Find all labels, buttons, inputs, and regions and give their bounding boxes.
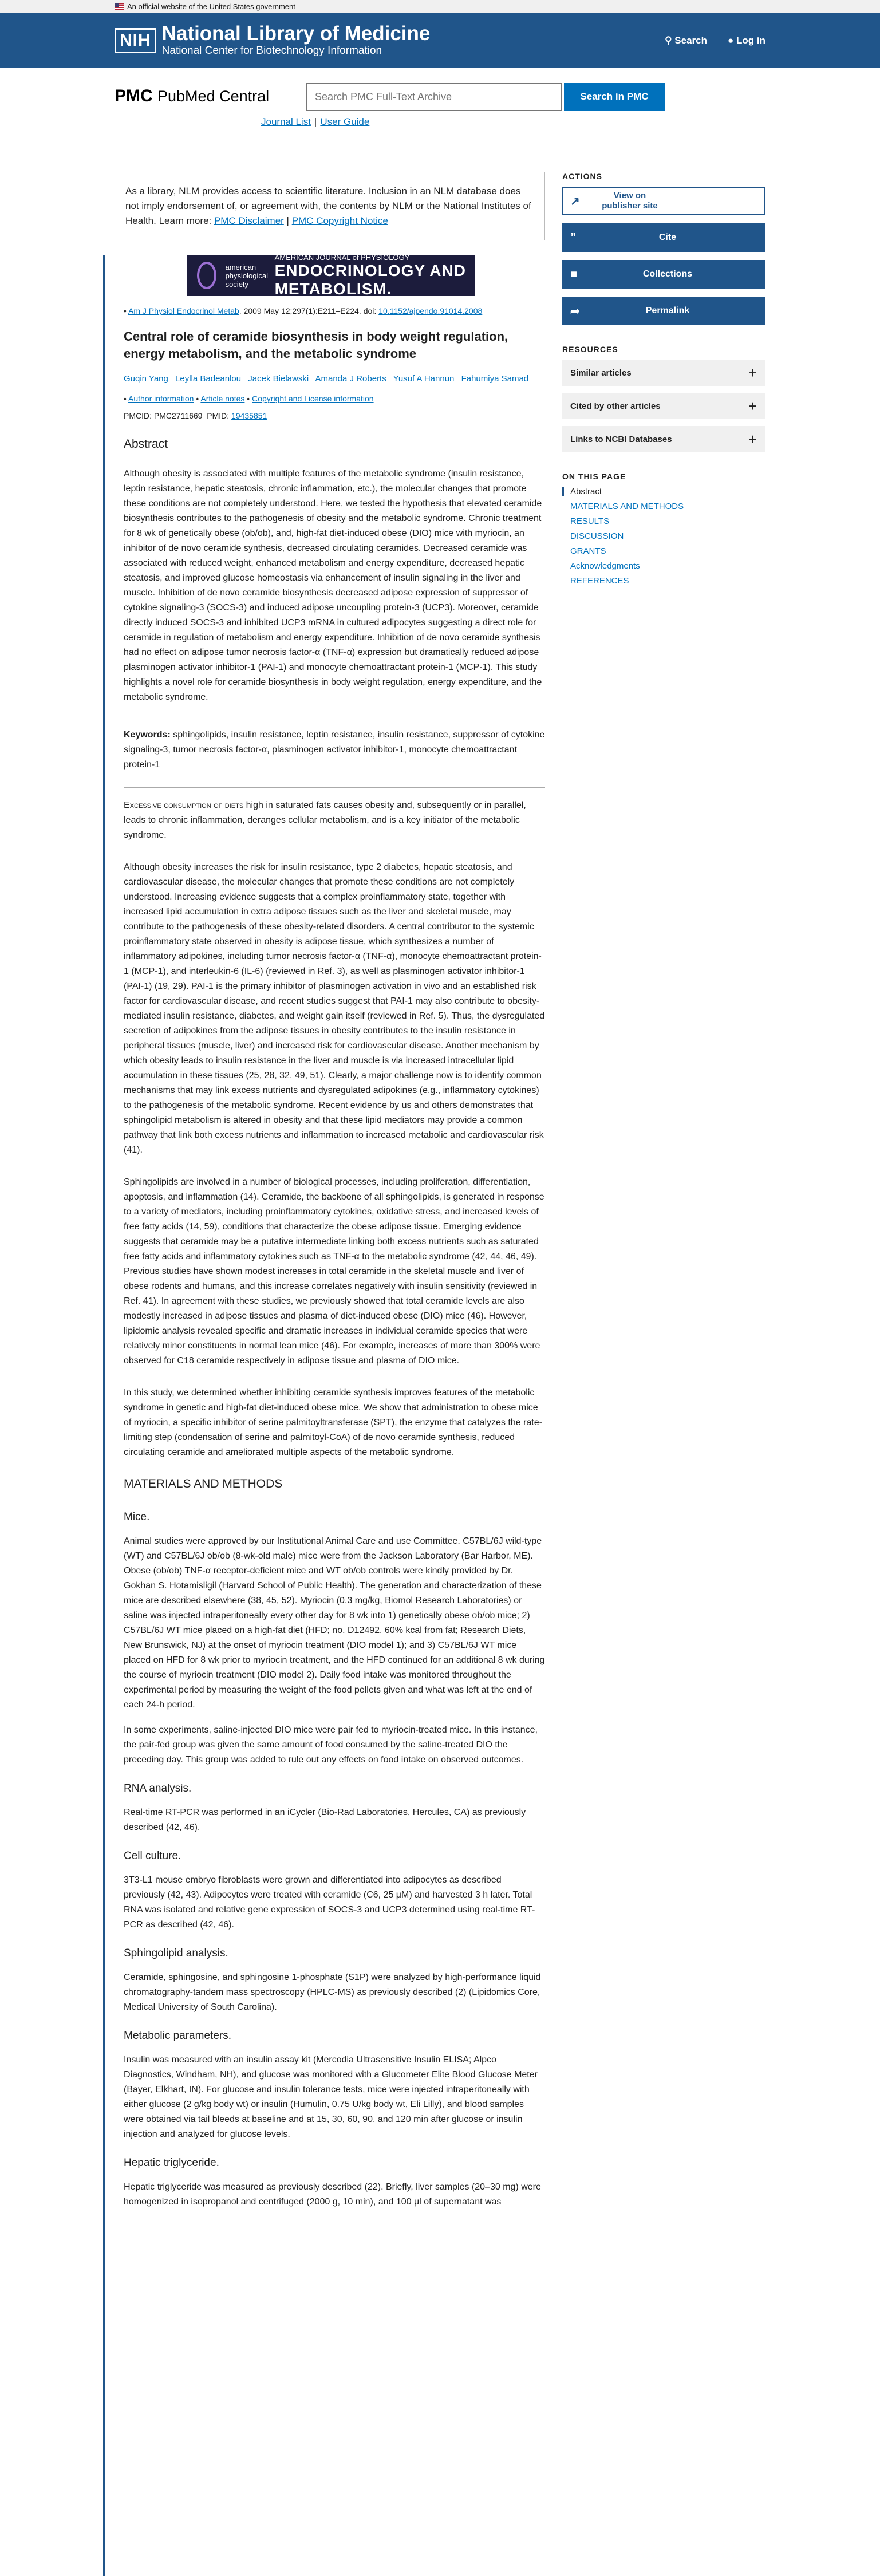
- permalink-button[interactable]: [562, 297, 765, 325]
- intro-paragraph: [124, 798, 545, 843]
- collections-label: Collections: [642, 269, 693, 279]
- similar-articles-accordion[interactable]: [562, 360, 765, 386]
- ncbi-links-label: Links to NCBI Databases: [570, 434, 672, 444]
- external-link-icon: ↗: [570, 195, 580, 208]
- intro-paragraph: In this study, we determined whether inhibiting ceramide synthesis improves features of the metabolic syndrome in genetic and high-fat diet-induced obese mice. We show that administration to obese mice of myriocin, a specific inhibitor of serine palmitoyltransferase (SPT), the enzyme that catalyzes the rate-limiting step (condensation of serine and palmitoyl-CoA) of de novo ceramide synthesis, reduced circulating ceramide and ameliorated multiple aspects of the metabolic syndrome.: [124, 1388, 542, 1457]
- abstract-text: Although obesity is associated with multiple features of the metabolic syndrome (insulin resistance, leptin resistance, hepatic steatosis, chronic inflammation, etc.), the molecular changes that promote these conditions are not completely understood. Here, we tested the hypothesis that elevated ceramide biosynthesis contributes to the pathogenesis of obesity and the metabolic syndrome. Chronic treatment for 8 wk of genetically obese (ob/ob), and, high-fat diet-induced obese (DIO) mice with myriocin, an inhibitor of de novo ceramide synthesis, decreased circulating ceramides. Decreased ceramide was associated with reduced weight, enhanced metabolism and energy expenditure, decreased hepatic steatosis, and improved glucose homeostasis via enhancement of insulin signaling in the liver and muscle. Inhibition of de novo ceramide biosynthesis decreased adipose expression of suppressor of cytokine signaling-3 (SOCS-3) and induced adipose uncoupling protein-3 (UCP3). Moreover, ceramide directly induced SOCS-3 and inhibited UCP3 mRNA in cultured adipocytes suggesting a direct role for ceramide in regulation of metabolism and energy expenditure. Inhibition of de novo ceramide synthesis had no effect on adipose tumor necrosis factor-α (TNF-α) expression but dramatically reduced adipose plasminogen activator inhibitor-1 (PAI-1) and monocyte chemoattractant protein-1 (MCP-1). This study highlights a novel role for ceramide biosynthesis in body weight regulation, energy expenditure, and the metabolic syndrome.: [124, 469, 542, 702]
- on-this-page-heading: ON THIS PAGE: [562, 472, 626, 481]
- author-link[interactable]: Fahumiya Samad: [461, 374, 529, 384]
- sidebar: [562, 172, 765, 591]
- cited-by-accordion[interactable]: [562, 393, 765, 419]
- rna-heading: RNA analysis.: [124, 1782, 192, 1794]
- methods-paragraph: In some experiments, saline-injected DIO mice were pair fed to myriocin-treated mice. In this instance, the pair-fed group was given the same amount of food consumed by the saline-treated DIO the preceding day. This group was added to rule out any effects on food intake on observed outcomes.: [124, 1725, 538, 1765]
- nlm-title-block[interactable]: [162, 23, 431, 57]
- pmc-logo-sub: PubMed Central: [157, 88, 270, 105]
- intro-paragraph: Sphingolipids are involved in a number of biological processes, including proliferation, differentiation, apoptosis, and inflammation (14). Ceramide, the backbone of all sphingolipids, is generated in response to a variety of mediators, including proinflammatory cytokines, oxidative stress, and increased levels of free fatty acids (14, 59), conditions that characterize the obese adipose tissue. Emerging evidence suggests that ceramide may be a putative intermediate linking both excess nutrients such as saturated free fatty acids and inflammatory cytokines such as TNF-α to the metabolic syndrome (42, 44, 46, 49). Previous studies have shown modest increases in total ceramide in the skeletal muscle and liver of obese rodents and humans, and this increase correlates negatively with insulin sensitivity (reviewed in Ref. 41). In agreement with these studies, we previously showed that total ceramide levels are also modestly increased in adipose tissues and plasma of diet-induced obese (DIO) mice (46). However, lipidomic analysis revealed specific and dramatic increases in individual ceramide species that were relatively minor constituents in normal lean mice (46). For example, increases of more than 300% were observed for C18 ceramide respectively in adipose tissue and plasma of DIO mice.: [124, 1177, 544, 1366]
- aps-logo-icon: [197, 262, 216, 289]
- doi-link[interactable]: 10.1152/ajpendo.91014.2008: [378, 306, 483, 315]
- citation-line: [124, 306, 545, 315]
- author-link[interactable]: Jacek Bielawski: [248, 374, 309, 384]
- toc-item-discussion[interactable]: DISCUSSION: [570, 531, 624, 541]
- journal-big: ENDOCRINOLOGY AND METABOLISM.: [274, 261, 466, 298]
- us-flag-icon: [115, 3, 124, 10]
- header-search-label: Search: [674, 34, 707, 46]
- gov-banner: [0, 0, 880, 13]
- bullet-icon: •: [124, 306, 129, 315]
- author-list: [124, 374, 545, 384]
- toc-item-acknowledgments[interactable]: Acknowledgments: [570, 561, 640, 571]
- pmcid: PMCID: PMC2711669: [124, 411, 203, 420]
- journal-name: [275, 253, 475, 298]
- header-search-button[interactable]: [665, 35, 707, 46]
- login-button[interactable]: [728, 35, 765, 46]
- article-info-links: [124, 394, 545, 403]
- methods-heading: MATERIALS AND METHODS: [124, 1477, 545, 1496]
- copyright-link[interactable]: Copyright and License information: [252, 394, 374, 403]
- methods-paragraph: Animal studies were approved by our Institutional Animal Care and use Committee. C57BL/6J wild-type (WT) and C57BL/6J ob/ob (8-wk-old male) mice were from the Jackson Laboratory (Bar Harbor, ME). Obese (ob/ob) TNF-α receptor-deficient mice and WT ob/ob controls were kindly provided by Dr. Gokhan S. Hotamisligil (Harvard School of Public Health). The generation and characterization of these mice are described elsewhere (38, 45, 52). Myriocin (0.3 mg/kg, Biomol Research Laboratories) or saline was injected intraperitoneally every other day for 8 wk into 1) genetically obese ob/ob mice; 2) C57BL/6J WT mice placed on a high-fat diet (HFD; no. D12492, 60% kcal from fat; Research Diets, New Brunswick, NJ) at the onset of myriocin treatment (DIO model 1); and 3) C57BL/6J WT mice placed on HFD for 8 wk prior to myriocin treatment, and the HFD continued for an additional 8 wk during the course of myriocin treatment (DIO model 2). Daily food intake was monitored throughout the experimental period by measuring the weight of the food pellets given and what was left at the end of each 24-h period.: [124, 1536, 545, 1710]
- pmc-logo[interactable]: [115, 86, 269, 106]
- folder-icon: ■: [570, 267, 578, 281]
- toc-item-references[interactable]: REFERENCES: [570, 576, 629, 586]
- toc-item-grants[interactable]: GRANTS: [570, 546, 606, 556]
- metabolic-heading: Metabolic parameters.: [124, 2030, 231, 2042]
- pmc-disclaimer-link[interactable]: PMC Disclaimer: [214, 215, 284, 226]
- gov-banner-text: An official website of the United States government: [127, 2, 295, 11]
- nlm-header: [0, 13, 880, 68]
- article-ids: [124, 411, 545, 420]
- actions-heading: ACTIONS: [562, 172, 602, 181]
- bullet-icon: •: [196, 394, 201, 403]
- nlm-title: National Library of Medicine: [161, 22, 431, 45]
- pmc-search-input[interactable]: [306, 83, 562, 111]
- intro-paragraph: Although obesity increases the risk for insulin resistance, type 2 diabetes, hepatic steatosis, and cardiovascular disease, the molecular changes that promote these conditions are not completely understood. Increasing evidence suggests that a complex proinflammatory state, together with increased lipid accumulation in extra adipose tissues such as the liver and skeletal muscle, may contribute to the pathogenesis of these obesity-related disorders. A central contributor to the systemic proinflammatory state observed in obesity is adipose tissue, which synthesizes a number of inflammatory adipokines, including tumor necrosis factor-α (TNF-α), monocyte chemoattractant protein-1 (MCP-1), and interleukin-6 (IL-6) (reviewed in Ref. 3), as well as plasminogen activator inhibitor-1 (PAI-1) (19, 29). PAI-1 is the primary inhibitor of plasminogen activation in vivo and an established risk factor for cardiovascular disease, and recent studies suggest that PAI-1 may also contribute to obesity-mediated insulin resistance, diabetes, and weight gain itself (reviewed in Ref. 5). Thus, the dysregulated secretion of adipokines from the adipose tissues in obesity contributes to the insulin resistance in peripheral tissues (muscle, liver) and increased risk for cardiovascular disease. Another mechanism by which obesity leads to insulin resistance in the liver and muscle is via increased intracellular lipid accumulation in these tissues (25, 28, 32, 49, 51). Clearly, a major challenge now is to identify common mechanisms that may link excess nutrients and dysregulated adipokines (e.g., inflammatory cytokines) to the pathogenesis of the metabolic syndrome. Recent evidence by us and others demonstrates that sphingolipid metabolism is altered in obesity and that these lipid mediators may provide a common pathway that link both excess nutrients and inflammation to increased metabolic and cardiovascular risk (41).: [124, 862, 545, 1155]
- header-actions: [665, 35, 765, 46]
- author-info-link[interactable]: Author information: [128, 394, 194, 403]
- keywords-label: Keywords:: [124, 730, 171, 740]
- plus-icon: +: [748, 364, 757, 381]
- search-icon: ⚲: [665, 34, 672, 46]
- cite-label: Cite: [658, 232, 677, 242]
- pmid-link[interactable]: 19435851: [231, 411, 267, 420]
- nlm-subtitle: National Center for Biotechnology Information: [161, 44, 382, 57]
- login-label: Log in: [736, 34, 765, 46]
- journal-citation-link[interactable]: Am J Physiol Endocrinol Metab: [128, 306, 239, 315]
- hepatic-heading: Hepatic triglyceride.: [124, 2157, 219, 2169]
- toc-item-results[interactable]: RESULTS: [570, 516, 610, 526]
- methods-paragraph: Ceramide, sphingosine, and sphingosine 1-phosphate (S1P) were analyzed by high-performance liquid chromatography-tandem mass spectroscopy (HPLC-MS) as previously described (2) (Lipidomics Core, Medical University of South Carolina).: [124, 1973, 541, 2012]
- keywords-list: sphingolipids, insulin resistance, leptin resistance, insulin resistance, suppressor of cytokine signaling-3, tumor necrosis factor-α, plasminogen activator inhibitor-1, monocyte chemoattractant protein-1: [124, 730, 545, 770]
- journal-list-link[interactable]: Journal List: [261, 116, 311, 127]
- article-title: Central role of ceramide biosynthesis in body weight regulation, energy metabolism, and the metabolic syndrome: [124, 329, 508, 361]
- journal-small: AMERICAN JOURNAL of PHYSIOLOGY: [274, 253, 410, 262]
- view-publisher-label: View on publisher site: [602, 191, 658, 211]
- disclaimer-sep: |: [283, 215, 292, 226]
- bullet-icon: •: [247, 394, 252, 403]
- society-name: american physiological society: [225, 262, 269, 289]
- pmc-copyright-link[interactable]: PMC Copyright Notice: [291, 215, 388, 226]
- article-notes-link[interactable]: Article notes: [200, 394, 245, 403]
- article-content: [124, 255, 545, 2210]
- journal-banner[interactable]: [187, 255, 475, 296]
- collections-button[interactable]: [562, 260, 765, 289]
- citation-details: . 2009 May 12;297(1):E211–E224. doi:: [239, 306, 379, 315]
- pmc-logo-mark: PMC: [115, 86, 153, 105]
- pmc-search-button[interactable]: Search in PMC: [564, 83, 665, 111]
- author-link[interactable]: Yusuf A Hannun: [393, 374, 455, 384]
- abstract-heading: Abstract: [124, 437, 545, 456]
- author-link[interactable]: Amanda J Roberts: [315, 374, 386, 384]
- plus-icon: +: [748, 430, 757, 448]
- cited-by-label: Cited by other articles: [570, 401, 661, 411]
- cite-button[interactable]: [562, 223, 765, 252]
- resources-heading: RESOURCES: [562, 345, 618, 354]
- author-link[interactable]: Guqin Yang: [124, 374, 168, 384]
- author-link[interactable]: Leylla Badeanlou: [175, 374, 242, 384]
- view-publisher-button[interactable]: [562, 187, 765, 215]
- sphingolipid-heading: Sphingolipid analysis.: [124, 1947, 228, 1959]
- nih-logo[interactable]: NIH: [115, 28, 156, 53]
- cell-culture-heading: Cell culture.: [124, 1850, 181, 1862]
- pmid-label: PMID:: [207, 411, 232, 420]
- similar-articles-label: Similar articles: [570, 368, 632, 378]
- ncbi-links-accordion[interactable]: [562, 426, 765, 452]
- page-toc: [562, 487, 765, 586]
- intro-lead: high in saturated fats causes obesity and, subsequently or in parallel, leads to chronic inflammation, deranges cellular metabolism, and is a key initiator of the metabolic syndrome.: [124, 800, 526, 840]
- toc-item-abstract[interactable]: Abstract: [562, 487, 765, 496]
- disclaimer-box: [115, 172, 545, 240]
- plus-icon: +: [748, 397, 757, 415]
- section-divider: [124, 787, 545, 788]
- mice-heading: Mice.: [124, 1511, 150, 1523]
- quote-icon: ”: [570, 231, 576, 244]
- toc-item-methods[interactable]: MATERIALS AND METHODS: [570, 502, 684, 511]
- bullet-icon: •: [124, 394, 129, 403]
- methods-paragraph: 3T3-L1 mouse embryo fibroblasts were grown and differentiated into adipocytes as described previously (42, 43). Adipocytes were treated with ceramide (C6, 25 μM) and harvested 3 h later. Total RNA was isolated and relative gene expression of SOCS-3 and UCP3 determined using real-time RT-PCR as described (42, 46).: [124, 1875, 535, 1930]
- user-icon: ●: [728, 34, 734, 46]
- share-icon: ➦: [570, 305, 580, 318]
- disclaimer-text: As a library, NLM provides access to scientific literature. Inclusion in an NLM database does not imply endorsement of, or agreement with, the contents by NLM or the National Institutes of Health. Learn more:: [125, 186, 531, 226]
- methods-paragraph: Insulin was measured with an insulin assay kit (Mercodia Ultrasensitive Insulin ELISA; Alpco Diagnostics, Windham, NH), and glucose was monitored with a Glucometer Elite Blood Glucose Meter (Bayer, Elkhart, IN). For glucose and insulin tolerance tests, mice were injected intraperitoneally with either glucose (2 g/kg body wt) or insulin (Humulin, 0.75 U/kg body wt, Eli Lilly), and blood samples were obtained via tail bleeds at baseline and at 15, 30, 60, 90, and 120 min after glucose or insulin injection and analyzed for glucose levels.: [124, 2055, 538, 2139]
- keywords: [124, 728, 545, 772]
- permalink-label: Permalink: [645, 306, 690, 315]
- methods-paragraph: Real-time RT-PCR was performed in an iCycler (Bio-Rad Laboratories, Hercules, CA) as previously described (42, 46).: [124, 1808, 526, 1832]
- pmc-nav-links: Journal List | User Guide: [261, 116, 370, 127]
- methods-paragraph: Hepatic triglyceride was measured as previously described (22). Briefly, liver samples (20–30 mg) were homogenized in isopropanol and centrifuged (2000 g, 10 min), and 100 μl of supernatant was: [124, 2182, 541, 2207]
- user-guide-link[interactable]: User Guide: [320, 116, 370, 127]
- intro-lead-caps: Excessive consumption of diets: [124, 800, 244, 810]
